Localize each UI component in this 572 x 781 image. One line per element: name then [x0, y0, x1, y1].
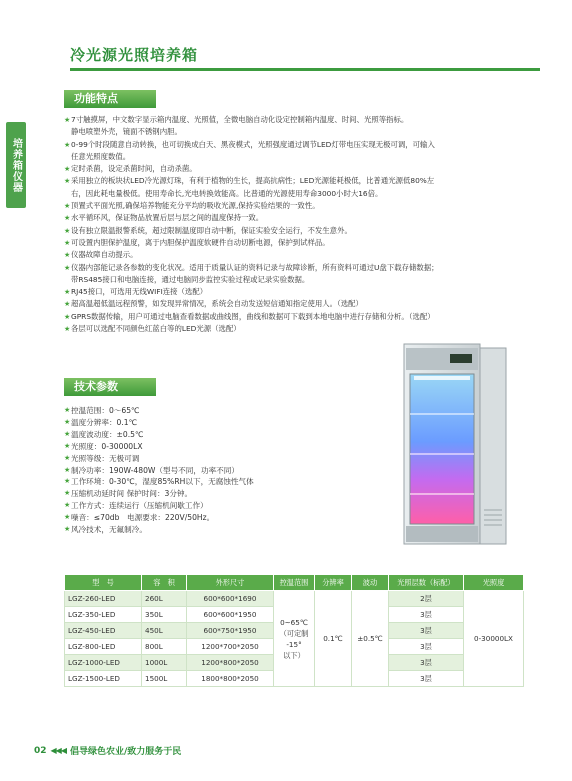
- table-cell: 2层: [389, 591, 464, 607]
- table-cell: 600*600*1950: [187, 607, 274, 623]
- col-header: 光照层数（标配）: [389, 575, 464, 591]
- table-cell: 3层: [389, 655, 464, 671]
- table-cell: 450L: [142, 623, 187, 639]
- spec-text: 控温范围：0～65℃: [71, 406, 140, 415]
- feature-item: [64, 298, 439, 310]
- bullet-star-icon: ★: [64, 300, 71, 309]
- feature-text: 仪器内部能记录各参数的变化状况。适用于质量认证的资料记录与故障诊断，所有资料可通过U盘下载存储数据；: [71, 262, 439, 272]
- feature-item: [64, 188, 439, 200]
- table-cell: 1200*800*2050: [187, 655, 274, 671]
- table-cell: LGZ-260-LED: [65, 591, 142, 607]
- bullet-star-icon: ★: [64, 441, 71, 450]
- table-cell: 260L: [142, 591, 187, 607]
- feature-item: [64, 200, 439, 212]
- feature-item: [64, 237, 439, 249]
- specs-list: [64, 405, 254, 536]
- feature-text: 带RS485接口和电脑连接，通过电脑同步监控实验过程或记录实验数据。: [71, 274, 310, 284]
- table-cell: 800L: [142, 639, 187, 655]
- table-cell: 1200*700*2050: [187, 639, 274, 655]
- feature-text: 静电喷塑外壳，镜面不锈钢内胆。: [71, 127, 182, 137]
- arrows-icon: ◀◀◀: [50, 746, 66, 755]
- feature-text: 采用独立的板块状LED冷光源灯珠，有利于植物的生长，提高抗病性；LED光源能耗极低，比普通光源低80%左: [71, 176, 435, 186]
- feature-item: [64, 225, 439, 237]
- feature-item: [64, 311, 439, 323]
- merged-cell-illuminance: 0-30000LX: [464, 591, 524, 687]
- col-header: 分辨率: [315, 575, 352, 591]
- spec-text: 工作环境：0-30℃，湿度85%RH以下，无腐蚀性气体: [71, 477, 254, 487]
- category-side-tab: 培养箱仪器: [6, 122, 26, 208]
- table-cell: LGZ-350-LED: [65, 607, 142, 623]
- spec-item: [64, 453, 254, 465]
- table-cell: 1800*800*2050: [187, 671, 274, 687]
- table-cell: 600*750*1950: [187, 623, 274, 639]
- feature-text: 右，因此耗电量极低。使用寿命长,光电转换效能高。比普通的光源使用寿命3000小时大16倍。: [71, 188, 383, 198]
- bullet-star-icon: ★: [64, 288, 71, 297]
- feature-text: 顶置式平面光照,确保培养物能充分平均的吸收光源,保持实验结果的一致性。: [71, 201, 320, 211]
- table-cell: 1000L: [142, 655, 187, 671]
- page-title: 冷光源光照培养箱: [70, 46, 199, 64]
- features-section-title: 功能特点: [64, 90, 156, 108]
- table-cell: LGZ-1500-LED: [65, 671, 142, 687]
- spec-text: 风冷技术，无氟制冷。: [71, 525, 147, 535]
- spec-item: [64, 405, 254, 417]
- bullet-star-icon: ★: [64, 202, 71, 211]
- title-rule: [70, 68, 540, 71]
- bullet-star-icon: ★: [64, 251, 71, 260]
- table-cell: 3层: [389, 639, 464, 655]
- bullet-star-icon: ★: [64, 453, 71, 462]
- table-row: [65, 591, 524, 607]
- feature-item: [64, 151, 439, 163]
- bullet-star-icon: ★: [64, 525, 71, 534]
- incubator-product-image: [400, 340, 510, 554]
- spec-item: [64, 488, 254, 500]
- specs-section-title: 技术参数: [64, 378, 156, 396]
- feature-text: RJ45接口，可选用无线WIFI连接（选配）: [71, 287, 208, 297]
- spec-text: 光照等级：无极可调: [71, 453, 140, 463]
- table-cell: 3层: [389, 623, 464, 639]
- feature-item: [64, 114, 439, 126]
- feature-item: [64, 274, 439, 286]
- bullet-star-icon: ★: [64, 140, 71, 149]
- feature-item: [64, 126, 439, 138]
- spec-text: 压缩机动延时间 保护时间：3分钟。: [71, 489, 193, 499]
- feature-text: GPRS数据传输，用户可通过电脑查看数据或曲线图，曲线和数据可下载到本地电脑中进行存储和分析。（选配）: [71, 311, 435, 321]
- feature-item: [64, 262, 439, 274]
- bullet-star-icon: ★: [64, 501, 71, 510]
- bullet-star-icon: ★: [64, 226, 71, 235]
- footer-slogan: 倡导绿色农业/致力服务于民: [70, 747, 182, 757]
- spec-item: [64, 441, 254, 453]
- col-header: 光照度: [464, 575, 524, 591]
- col-header: 外形尺寸: [187, 575, 274, 591]
- feature-item: [64, 175, 439, 187]
- table-cell: 3层: [389, 671, 464, 687]
- page-footer: [34, 744, 181, 757]
- spec-text: 光照度：0-30000LX: [71, 441, 143, 451]
- bullet-star-icon: ★: [64, 465, 71, 474]
- feature-text: 7寸触摸屏，中文数字显示箱内温度、光照值，全微电脑自动化设定控制箱内温度、时间、光照等指标。: [71, 115, 409, 124]
- feature-text: 定时杀菌，设定杀菌时间，自动杀菌。: [71, 164, 197, 174]
- spec-item: [64, 465, 254, 477]
- bullet-star-icon: ★: [64, 177, 71, 186]
- feature-text: 仪器故障自动提示。: [71, 250, 138, 260]
- spec-item: [64, 500, 254, 512]
- col-header: 型 号: [65, 575, 142, 591]
- merged-cell-resolution: 0.1℃: [315, 591, 352, 687]
- table-cell: 350L: [142, 607, 187, 623]
- col-header: 控温范围: [274, 575, 315, 591]
- feature-item: [64, 249, 439, 261]
- bullet-star-icon: ★: [64, 238, 71, 247]
- feature-text: 0-99个时段随意自动转换，也可切换成白天、黑夜模式，光照强度通过调节LED灯带电压实现无极可调，可输入: [71, 139, 435, 149]
- feature-item: [64, 323, 439, 335]
- bullet-star-icon: ★: [64, 312, 71, 321]
- bullet-star-icon: ★: [64, 429, 71, 438]
- bullet-star-icon: ★: [64, 116, 71, 124]
- feature-text: 各层可以选配不同颜色红蓝白等的LED光源（选配）: [71, 324, 241, 334]
- table-cell: 3层: [389, 607, 464, 623]
- spec-text: 噪音：≤70db 电源要求：220V/50Hz。: [71, 513, 215, 523]
- spec-item: [64, 524, 254, 536]
- feature-text: 可设置内胆保护温度，离于内胆保护温度软硬件自动切断电源，保护到试样品。: [71, 237, 330, 247]
- spec-text: 温度分辨率：0.1℃: [71, 417, 138, 427]
- feature-item: [64, 212, 439, 224]
- bullet-star-icon: ★: [64, 325, 71, 334]
- table-cell: 600*600*1690: [187, 591, 274, 607]
- spec-text: 温度波动度：±0.5℃: [71, 429, 144, 439]
- merged-cell-range: 0~65℃ （可定制 -15° 以下）: [274, 591, 315, 687]
- bullet-star-icon: ★: [64, 489, 71, 498]
- merged-cell-fluctuation: ±0.5℃: [352, 591, 389, 687]
- feature-item: [64, 163, 439, 175]
- spec-item: [64, 429, 254, 441]
- feature-item: [64, 286, 439, 298]
- table-cell: LGZ-450-LED: [65, 623, 142, 639]
- spec-item: [64, 476, 254, 488]
- features-list: [64, 114, 439, 335]
- spec-item: [64, 512, 254, 524]
- feature-text: 水平循环风，保证物品放置后层与层之间的温度保持一致。: [71, 213, 264, 223]
- feature-text: 超高温超低温远程预警，如发现异常情况，系统会自动发送短信通知指定使用人。（选配）: [71, 299, 363, 309]
- feature-text: 任意光照度数值。: [71, 151, 131, 161]
- spec-text: 工作方式：连续运行（压缩机间歇工作）: [71, 501, 208, 511]
- bullet-star-icon: ★: [64, 263, 71, 272]
- bullet-star-icon: ★: [64, 165, 71, 174]
- feature-item: [64, 139, 439, 151]
- model-spec-table: [64, 574, 524, 687]
- col-header: 容 积: [142, 575, 187, 591]
- feature-text: 设有独立限温报警系统，超过限制温度即自动中断，保证实验安全运行，不发生意外。: [71, 225, 352, 235]
- bullet-star-icon: ★: [64, 513, 71, 522]
- spec-item: [64, 417, 254, 429]
- bullet-star-icon: ★: [64, 417, 71, 426]
- col-header: 波动: [352, 575, 389, 591]
- table-cell: 1500L: [142, 671, 187, 687]
- table-cell: LGZ-1000-LED: [65, 655, 142, 671]
- page-number: 02: [34, 745, 47, 756]
- bullet-star-icon: ★: [64, 477, 71, 486]
- table-cell: LGZ-800-LED: [65, 639, 142, 655]
- spec-text: 制冷功率：190W-480W（型号不同，功率不同）: [71, 465, 239, 475]
- bullet-star-icon: ★: [64, 406, 71, 414]
- bullet-star-icon: ★: [64, 214, 71, 223]
